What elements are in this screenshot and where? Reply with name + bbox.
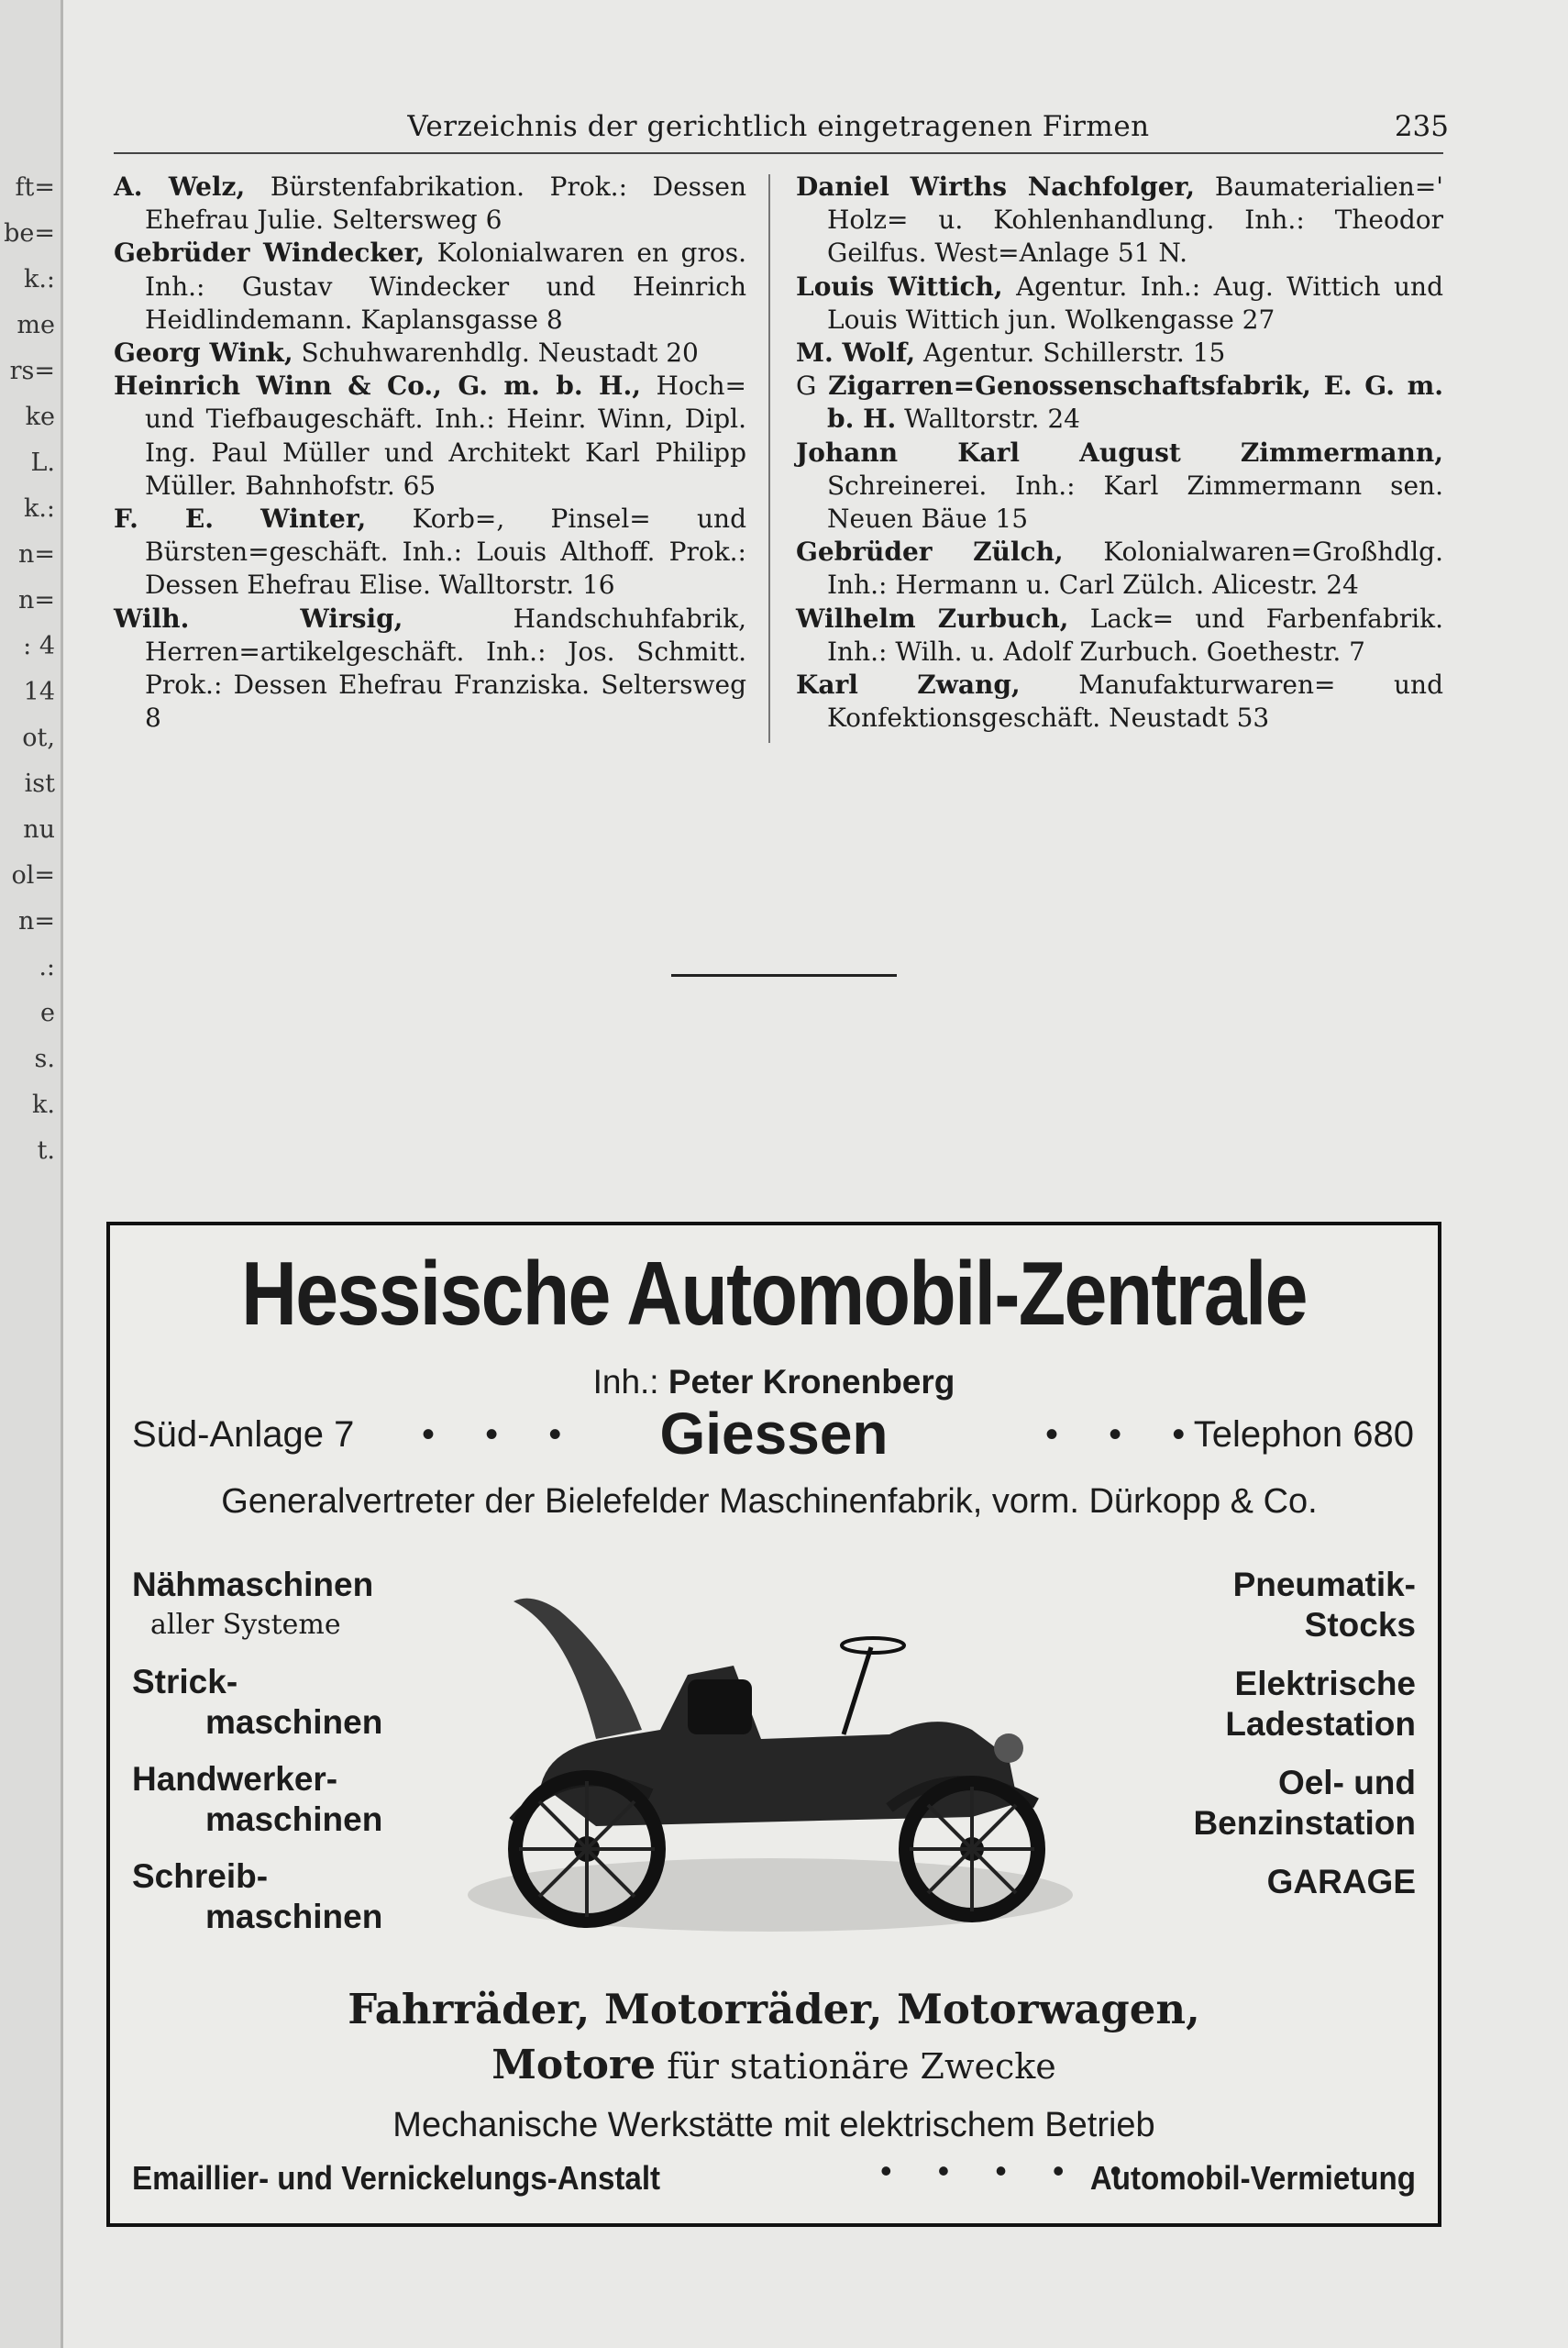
directory-entry	[796, 171, 1443, 271]
header-title: Verzeichnis der gerichtlich eingetragenen Firmen	[407, 110, 1150, 143]
folded-top	[513, 1599, 642, 1739]
directory-entry	[796, 603, 1443, 669]
item-strick: Strick-	[132, 1663, 238, 1700]
ad-telephone: Telephon 680	[1193, 1414, 1414, 1455]
ad-vehicles-line: Fahrräder, Motorräder, Motorwagen,	[348, 1985, 1200, 2033]
gutter-fragment: ft=	[15, 173, 55, 202]
directory-entry	[796, 536, 1443, 602]
item-stocks: Stocks	[1304, 1606, 1416, 1644]
running-header	[114, 106, 1449, 154]
steering-column	[844, 1647, 871, 1734]
directory-entry	[796, 271, 1443, 337]
entry-firm-name: Louis Wittich,	[796, 271, 1003, 302]
item-oel: Oel- und	[1277, 1764, 1416, 1801]
left-column	[114, 171, 746, 735]
entry-firm-name: Gebrüder Windecker,	[114, 238, 425, 269]
previous-page-edge	[0, 0, 63, 2348]
gutter-fragment: nu	[23, 815, 55, 844]
ad-bottom-dots: • • • • •	[880, 2152, 1141, 2189]
item-ladestation: Ladestation	[1225, 1705, 1416, 1743]
gutter-fragment: L.	[30, 449, 55, 477]
gutter-fragment: n=	[17, 586, 55, 615]
gutter-fragment: .:	[39, 953, 55, 981]
motor-rest: für stationäre Zwecke	[656, 2046, 1056, 2087]
dots-right: • • •	[1045, 1414, 1206, 1455]
owner-prefix: Inh.:	[592, 1363, 668, 1401]
entry-firm-name: Daniel Wirths Nachfolger,	[796, 172, 1196, 202]
automobile-illustration	[458, 1574, 1082, 1941]
entry-details: Agentur. Inh.: Aug. Wittich und Louis Wittich jun. Wolkengasse 27	[827, 271, 1443, 335]
entry-details: Schuhwarenhdlg. Neustadt 20	[293, 338, 699, 369]
right-column	[796, 171, 1443, 735]
headlamp	[994, 1733, 1023, 1763]
gutter-fragment: n=	[17, 907, 55, 936]
entry-firm-name: Karl Zwang,	[796, 670, 1021, 701]
item-naehmaschinen: Nähmaschinen	[132, 1566, 374, 1603]
entry-details: Walltorstr. 24	[896, 404, 1080, 435]
directory-entry	[796, 370, 1443, 436]
gutter-fragment: k.	[32, 1091, 55, 1119]
gutter-fragment: ot,	[22, 724, 55, 752]
owner-name: Peter Kronenberg	[668, 1363, 955, 1401]
entry-firm-name: Georg Wink,	[114, 338, 293, 369]
gutter-fragment: ol=	[11, 861, 55, 890]
entry-details: Schreinerei. Inh.: Karl Zimmermann sen. Neuen Bäue 15	[827, 470, 1443, 535]
directory-entry	[114, 370, 746, 503]
directory-entry	[114, 237, 746, 337]
ad-title: Hessische Automobil-Zentrale	[241, 1243, 1307, 1344]
dots-left: • • •	[422, 1414, 582, 1455]
gutter-fragment: s.	[34, 1045, 55, 1073]
ad-address: Süd-Anlage 7	[132, 1414, 355, 1455]
gutter-fragment: ke	[25, 403, 55, 431]
ad-general-agent: Generalvertreter der Bielefelder Maschinenfabrik, vorm. Dürkopp & Co.	[221, 1482, 1318, 1521]
item-handwerker: Handwerker-	[132, 1760, 338, 1798]
item-garage: GARAGE	[1266, 1863, 1416, 1900]
gutter-fragment: ist	[24, 770, 55, 798]
entry-details: Agentur. Schillerstr. 15	[915, 338, 1226, 369]
ad-right-list	[1122, 1565, 1416, 1902]
gutter-fragments	[0, 165, 55, 1174]
section-rule	[671, 974, 897, 977]
item-schreib-2: maschinen	[205, 1898, 383, 1935]
entry-details: Hoch= und Tiefbaugeschäft. Inh.: Heinr. Winn, Dipl. Ing. Paul Müller und Architekt Karl Philipp Müller. Bahnhofstr. 65	[145, 371, 746, 501]
entry-details: Baumaterialien=' Holz= u. Kohlenhandlung. Inh.: Theodor Geilfus. West=Anlage 51 N.	[827, 172, 1443, 269]
gutter-fragment: 14	[23, 678, 55, 706]
entry-firm-name: Zigarren=Genossenschaftsfabrik, E. G. m. b. H.	[827, 371, 1443, 435]
directory-entry	[796, 669, 1443, 735]
entry-details: Korb=, Pinsel= und Bürsten=geschäft. Inh.: Louis Althoff. Prok.: Dessen Ehefrau Elise. Walltorstr. 16	[145, 504, 746, 601]
directory-entry	[114, 171, 746, 237]
entry-firm-name: Johann Karl August Zimmermann,	[796, 437, 1443, 468]
steering-wheel	[842, 1638, 904, 1653]
entry-details: Lack= und Farbenfabrik. Inh.: Wilh. u. Adolf Zurbuch. Goethestr. 7	[827, 603, 1443, 667]
front-wheel	[906, 1783, 1038, 1915]
gutter-fragment: be=	[4, 219, 55, 248]
advertisement	[106, 1222, 1441, 2227]
directory-entry	[114, 337, 746, 370]
entry-details: Kolonialwaren en gros. Inh.: Gustav Windecker und Heinrich Heidlindemann. Kaplansgasse 8	[145, 238, 746, 335]
entry-firm-name: Heinrich Winn & Co., G. m. b. H.,	[114, 371, 641, 402]
entry-firm-name: Gebrüder Zülch,	[796, 537, 1064, 568]
entry-details: Bürstenfabrikation. Prok.: Dessen Ehefrau Julie. Seltersweg 6	[145, 172, 746, 236]
entry-firm-name: A. Welz,	[114, 172, 246, 202]
item-schreib: Schreib-	[132, 1857, 269, 1895]
entry-details: Kolonialwaren=Großhdlg. Inh.: Hermann u. Carl Zülch. Alicestr. 24	[827, 537, 1443, 601]
rear-wheel	[515, 1778, 658, 1921]
gutter-fragment: : 4	[23, 632, 55, 660]
item-benzin: Benzinstation	[1193, 1804, 1416, 1842]
ad-bottom-left: Emaillier- und Vernickelungs-Anstalt	[132, 2159, 661, 2197]
directory-entry	[114, 603, 746, 736]
item-strick-2: maschinen	[205, 1703, 383, 1741]
item-handwerker-2: maschinen	[205, 1800, 383, 1838]
item-pneumatik: Pneumatik-	[1232, 1566, 1416, 1603]
entry-firm-name: Wilh. Wirsig,	[114, 603, 403, 634]
item-aller-systeme: aller Systeme	[150, 1609, 341, 1641]
directory-entry	[114, 503, 746, 603]
ad-left-list	[132, 1565, 425, 1937]
gutter-fragment: k.:	[23, 494, 55, 523]
motor-word: Motore	[491, 2042, 657, 2088]
ad-workshop-line: Mechanische Werkstätte mit elektrischem Betrieb	[392, 2106, 1155, 2144]
gutter-fragment: n=	[17, 540, 55, 569]
entry-firm-name: Wilhelm Zurbuch,	[796, 603, 1069, 634]
gutter-fragment: rs=	[9, 357, 55, 385]
entry-details: Handschuhfabrik, Herren=artikelgeschäft. Inh.: Jos. Schmitt. Prok.: Dessen Ehefrau Franziska. Seltersweg 8	[145, 603, 746, 734]
ad-bottom-right: Automobil-Vermietung	[1089, 2159, 1416, 2197]
page-number: 235	[1394, 110, 1449, 143]
directory-entry	[796, 337, 1443, 370]
item-elektrische: Elektrische	[1234, 1665, 1416, 1702]
gutter-fragment: t.	[37, 1136, 55, 1165]
ad-owner	[110, 1363, 1438, 1401]
entry-firm-name: F. E. Winter,	[114, 504, 367, 535]
ad-motor-line	[110, 2042, 1438, 2088]
column-divider	[768, 174, 770, 743]
ad-city: Giessen	[659, 1401, 889, 1467]
entry-details: Manufakturwaren= und Konfektionsgeschäft. Neustadt 53	[827, 670, 1444, 734]
gutter-fragment: me	[17, 311, 55, 339]
entry-firm-name: M. Wolf,	[796, 338, 916, 369]
seat	[688, 1679, 752, 1734]
gutter-fragment: k.:	[23, 265, 55, 294]
entry-mark: G	[796, 371, 829, 402]
gutter-fragment: e	[40, 999, 55, 1027]
directory-entry	[796, 437, 1443, 537]
